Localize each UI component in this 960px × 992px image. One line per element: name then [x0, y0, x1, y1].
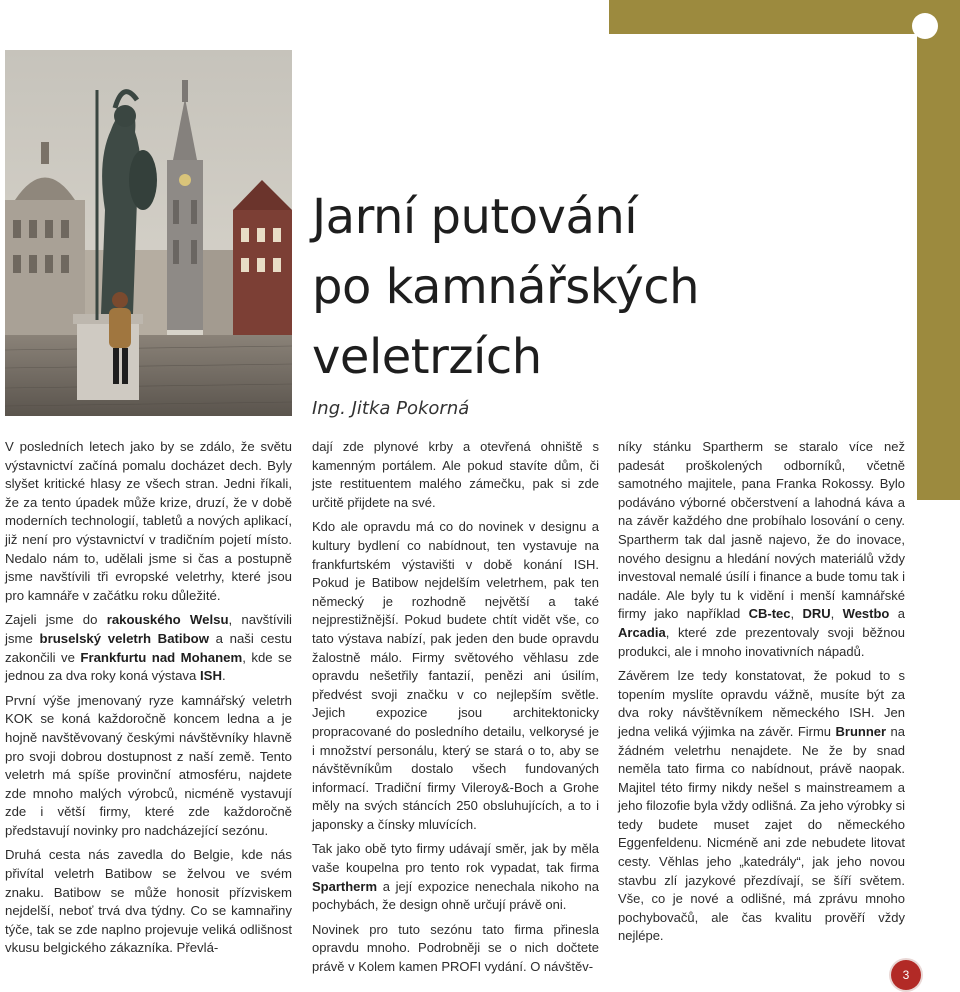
paragraph: První výše jmenovaný ryze kamnářský veletrh KOK se koná každoročně koncem ledna a je hojně navštěvovaný českými návštěvníky hlavně pro svoji dobrou dostupnost z naší země. Tento veletrh má spíše provinční atmosféru, najdete zde mnoho malých výrobců, nicméně vystavují zde i větší firmy, které zde každoročně představují novinky pro nadcházející sezónu.: [5, 692, 292, 838]
text-column-1: [5, 438, 292, 964]
bold-run: rakouského Welsu: [106, 612, 229, 628]
article-author: Ing. Jitka Pokorná: [312, 398, 470, 419]
text-column-2: [312, 438, 599, 983]
bold-run: ISH: [200, 668, 222, 684]
text-run: Tak jako obě tyto firmy udávají směr, jak by měla vaše koupelna pro tento rok vypadat, tak firma: [312, 841, 599, 876]
page-number-badge: 3: [891, 960, 921, 990]
bold-run: Arcadia: [618, 624, 666, 640]
title-line-2: po kamnářských: [312, 259, 700, 315]
bold-run: bruselský veletrh Batibow: [39, 630, 209, 646]
text-run: , které zde prezentovaly svoji běžnou produkci, ale i mnoho inovativních nápadů.: [618, 624, 905, 659]
text-run: ,: [790, 606, 803, 622]
bold-run: Spartherm: [312, 878, 378, 894]
bold-run: Brunner: [835, 723, 887, 739]
header-accent-bar: [609, 0, 960, 34]
bold-run: DRU: [802, 606, 831, 622]
paragraph: [618, 438, 905, 661]
bold-run: Westbo: [842, 606, 890, 622]
paragraph: [5, 611, 292, 685]
paragraph: [312, 840, 599, 914]
text-run: .: [221, 668, 226, 684]
text-run: a: [889, 606, 905, 622]
circle-dot-icon: [912, 13, 938, 39]
text-run: na žádném veletrhu nenajdete. Ne že by snad neměla tato firma co nabídnout, právě naopak. Majitel této firmy nikdy nešel s mainstreamem a jeho filozofie byla vždy odlišná. Za jeho výrobky si tedy budete muset zajet do německého Eggenfeldenu. Nicméně ani zde nebudete litovat cesty. Věhlas jeho „katedrály“, jak jeho novou stavbu zlí jazykové přezdívají, se šíří světem. Vše, co je nové a odlišné, má zprávu mnoho pochybovačů, ale čas kvalitu prověří vždy nejlépe.: [618, 723, 905, 944]
article-title: [312, 182, 699, 392]
text-run: , navštívili jsme: [5, 612, 292, 646]
paragraph: dají zde plynové krby a otevřená ohniště s kamenným portálem. Ale pokud stavíte dům, či jste restituentem malého zámečku, pak si zde určitě přijdete na své.: [312, 439, 599, 510]
text-run: a její expozice nenechala nikoho na pochybách, že design ohně určují právě oni.: [312, 878, 599, 913]
title-line-3: veletrzích: [312, 329, 542, 385]
bold-run: CB-tec: [748, 606, 791, 622]
paragraph: Kdo ale opravdu má co do novinek v designu a kultury bydlení co nabídnout, ten vystavuje na frankfurtském výstavišti v době konání ISH. Pokud je Batibow nejdelším veletrhem, pak ten německý je rozhodně největší a také nejprestižnější. Pokud budete chtít vidět vše, co tato výstava nabízí, pak jeden den bude opravdu žalostně málo. Firmy světového věhlasu zde opravdu nešetřily fantazií, penězi ani úsilím, předvést svoji značku v co nejlepším světle. Jejich expozice jsou architektonicky propracované do posledního detailu, velkorysé je i množství personálu, který se stará o to, aby se návštěvníkům dostalo všech fundovaných informací. Tradiční firmy Vileroy&-Boch a Grohe měly na svých stáncích 250 obsluhujících, a to i japonsky a čínsky mluvících.: [312, 519, 599, 832]
bold-run: Frankfurtu nad Mohanem: [80, 649, 243, 665]
text-run: níky stánku Spartherm se staralo více než padesát proškolených odborníků, včetně samotného majitele, pana Franka Rokossy. Bylo podáváno výborné občerstvení a lahodná káva a na závěr každého dne probíhalo losování o ceny. Spartherm tak dal jasně najevo, že do inovace, nového designu a hledání nových materiálů vždy investoval nemalé úsílí i finance a bude tomu tak i nadále. Ale byly tu k vidění i menší kamnářské firmy jako například: [618, 439, 905, 622]
text-column-3: [618, 438, 905, 952]
text-run: a naši cestu zakončili ve: [5, 630, 292, 665]
paragraph: [618, 667, 905, 946]
paragraph: V posledních letech jako by se zdálo, že světu výstavnictví začíná pomalu docházet dech. Byly slyšet kritické hlasy ze všech stran. Jedni říkali, že za tento úpadek může krize, druzí, že v době moderních technologií, tabletů a nových aplikací, již není pro výstavnictví v tradičním pojetí místo. Nedalo nám to, udělali jsme si čas a postupně jsme navštívili tři evropské veletrhy, které jsou pro kamnáře v začátku roku důležité.: [5, 439, 292, 603]
text-run: ,: [830, 606, 843, 622]
paragraph: Novinek pro tuto sezónu tato firma přinesla opravdu mnoho. Podrobněji se o nich dočtete právě v Kolem kamen PROFI vydání. O návštěv-: [312, 921, 599, 975]
article-photo: [5, 50, 292, 416]
title-line-1: Jarní putování: [312, 189, 638, 245]
paragraph: Druhá cesta nás zavedla do Belgie, kde nás přivítal veletrh Batibow se želvou ve svém znaku. Batibow se může honosit přízviskem nejdelší, neboť trvá dva týdny. Co se kamnařiny týče, tak se zde naplno projevuje veliká odlišnost vkusu belgického zákazníka. Převlá-: [5, 847, 292, 956]
side-accent-bar: [917, 0, 960, 500]
text-run: Zajeli jsme do: [5, 612, 107, 628]
text-run: , kde se jednou za dva roky koná výstava: [5, 649, 292, 684]
text-run: Závěrem lze tedy konstatovat, že pokud to s topením myslíte opravdu vážně, musíte být za dva roky návštěvníkem německého ISH. Jen jedna veliká výjimka na závěr. Firmu: [618, 668, 905, 739]
